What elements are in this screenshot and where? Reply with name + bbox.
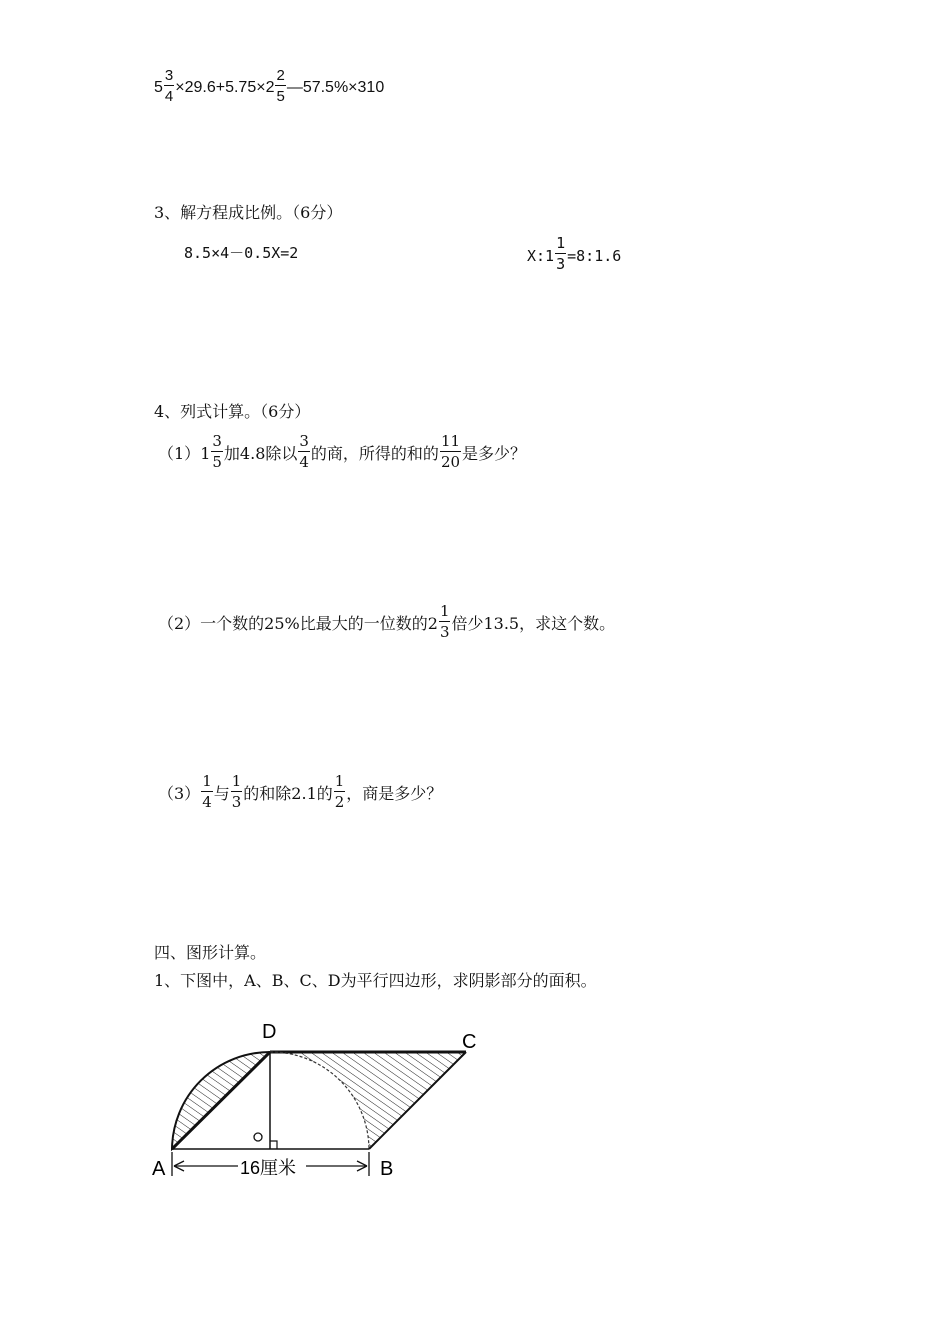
fraction-3-5: $\frac{3}{5}$	[212, 432, 222, 471]
equation-1: 8.5×4－0.5X=2	[184, 244, 299, 262]
center-point	[254, 1133, 262, 1141]
dimension-label: 16厘米	[240, 1158, 297, 1178]
right-angle-mark	[270, 1141, 277, 1149]
label-b: B	[380, 1158, 394, 1180]
fraction-11-20: $\frac{11}{20}$	[440, 432, 461, 471]
part-4-question-1: 1、下图中，A、B、C、D为平行四边形，求阴影部分的面积。	[154, 971, 597, 990]
question-4-3: （3） $\frac{1}{4}$ 与 $\frac{1}{3}$ 的和除2.1的 $\frac{1}{2}$ ，商是多少？	[158, 772, 443, 811]
section-4-heading: 4、列式计算。（6分）	[154, 402, 311, 421]
fraction-2-5: $\frac{2}{5}$	[276, 67, 285, 105]
fraction-1-3: $\frac{1}{3}$	[556, 234, 566, 273]
expr-whole-a: 5	[154, 79, 163, 96]
part-4-heading: 四、图形计算。	[154, 943, 267, 962]
expr-tail: —57.5%×310	[286, 79, 385, 96]
label-d: D	[262, 1021, 277, 1043]
question-4-2: （2）一个数的25%比最大的一位数的2 $\frac{1}{3}$ 倍少13.5，求这个数。	[158, 602, 616, 641]
section-3-heading: 3、解方程成比例。（6分）	[154, 203, 343, 222]
fraction-1-3-c: $\frac{1}{3}$	[231, 772, 242, 811]
fraction-1-3-b: $\frac{1}{3}$	[439, 602, 450, 641]
equation-2: X:1 $\frac{1}{3}$ =8:1.6	[527, 234, 622, 273]
question-4-1: （1）1 $\frac{3}{5}$ 加4.8除以 $\frac{3}{4}$ 的商，所得的和的 $\frac{11}{20}$ 是多少？	[158, 432, 527, 471]
fraction-1-4: $\frac{1}{4}$	[202, 772, 212, 811]
expr-middle: ×29.6+5.75×2	[175, 79, 275, 96]
fraction-3-4-b: $\frac{3}{4}$	[299, 432, 309, 471]
fraction-1-2: $\frac{1}{2}$	[334, 772, 345, 811]
label-a: A	[152, 1158, 166, 1180]
shaded-right-region	[270, 1052, 466, 1149]
fraction-3-4: $\frac{3}{4}$	[164, 67, 174, 105]
label-c: C	[462, 1031, 477, 1053]
